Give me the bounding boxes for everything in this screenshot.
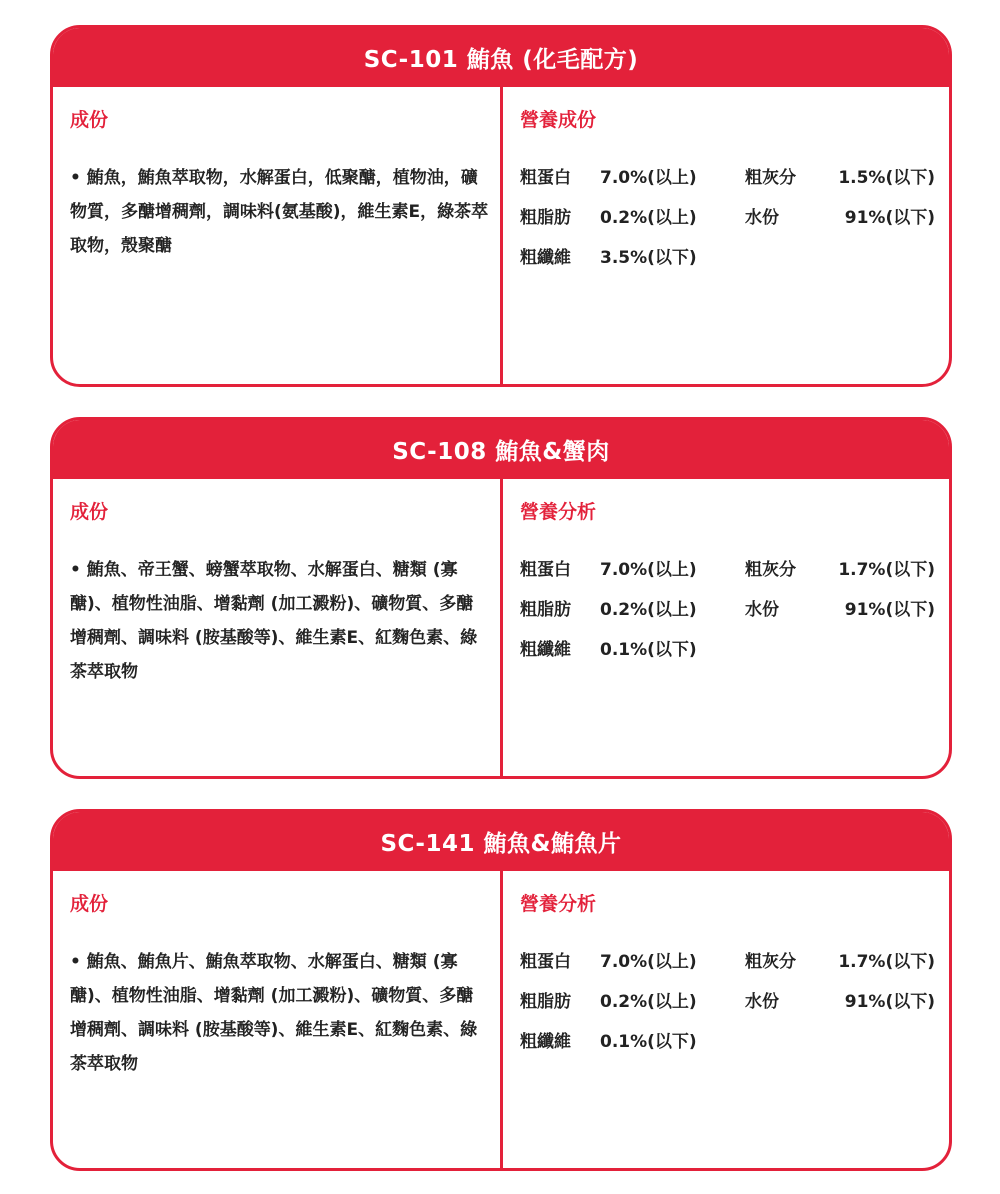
ingredients-title: 成份 (70, 109, 109, 131)
nutrient-value: 0.2%(以上) (600, 208, 697, 228)
nutrient-name: 粗蛋白 (520, 952, 571, 972)
nutrient-value: 0.2%(以上) (600, 600, 697, 620)
product-title: SC-108 鮪魚&蟹肉 (53, 420, 949, 479)
column-divider (500, 871, 503, 1168)
column-divider (500, 87, 503, 384)
nutrient-name: 粗灰分 (745, 952, 796, 972)
nutrient-value: 91%(以下) (844, 600, 935, 620)
ingredients-title: 成份 (70, 893, 109, 915)
nutrient-value: 7.0%(以上) (600, 168, 697, 188)
product-card-sc-101 (50, 25, 952, 387)
product-title: SC-141 鮪魚&鮪魚片 (53, 812, 949, 871)
product-card-sc-108 (50, 417, 952, 779)
nutrient-name: 粗脂肪 (520, 992, 571, 1012)
nutrient-name: 粗灰分 (745, 560, 796, 580)
column-divider (500, 479, 503, 776)
nutrient-name: 粗纖維 (520, 1032, 571, 1052)
nutrient-value: 1.7%(以下) (838, 560, 935, 580)
nutrient-value: 91%(以下) (844, 208, 935, 228)
nutrient-name: 粗蛋白 (520, 168, 571, 188)
nutrient-value: 3.5%(以下) (600, 248, 697, 268)
nutrient-name: 水份 (745, 208, 779, 228)
nutrient-name: 粗灰分 (745, 168, 796, 188)
product-card-sc-141 (50, 809, 952, 1171)
nutrient-value: 0.1%(以下) (600, 1032, 697, 1052)
nutrition-title: 營養分析 (520, 501, 597, 523)
nutrient-name: 粗脂肪 (520, 208, 571, 228)
ingredients-text: • 鮪魚、鮪魚片、鮪魚萃取物、水解蛋白、糖類 (寡醣)、植物性油脂、增黏劑 (加工澱粉)、礦物質、多醣增稠劑、調味料 (胺基酸等)、維生素E、紅麴色素、綠茶萃取物 (70, 952, 478, 1074)
nutrient-name: 水份 (745, 600, 779, 620)
nutrient-value: 0.2%(以上) (600, 992, 697, 1012)
nutrient-value: 1.5%(以下) (838, 168, 935, 188)
nutrition-title: 營養成份 (520, 109, 597, 131)
ingredients-text: • 鮪魚，鮪魚萃取物，水解蛋白，低聚醣，植物油，礦物質，多醣增稠劑，調味料(氨基酸)，維生素E，綠茶萃取物，殼聚醣 (70, 168, 489, 256)
product-title: SC-101 鮪魚 (化毛配方) (53, 28, 949, 87)
nutrient-value: 1.7%(以下) (838, 952, 935, 972)
nutrient-value: 7.0%(以上) (600, 560, 697, 580)
nutrient-name: 粗蛋白 (520, 560, 571, 580)
nutrient-name: 粗纖維 (520, 640, 571, 660)
nutrition-title: 營養分析 (520, 893, 597, 915)
nutrient-name: 粗纖維 (520, 248, 571, 268)
ingredients-text: • 鮪魚、帝王蟹、螃蟹萃取物、水解蛋白、糖類 (寡醣)、植物性油脂、增黏劑 (加工澱粉)、礦物質、多醣增稠劑、調味料 (胺基酸等)、維生素E、紅麴色素、綠茶萃取物 (70, 560, 478, 682)
ingredients-title: 成份 (70, 501, 109, 523)
nutrient-name: 水份 (745, 992, 779, 1012)
nutrient-value: 91%(以下) (844, 992, 935, 1012)
nutrient-value: 7.0%(以上) (600, 952, 697, 972)
nutrient-value: 0.1%(以下) (600, 640, 697, 660)
nutrient-name: 粗脂肪 (520, 600, 571, 620)
